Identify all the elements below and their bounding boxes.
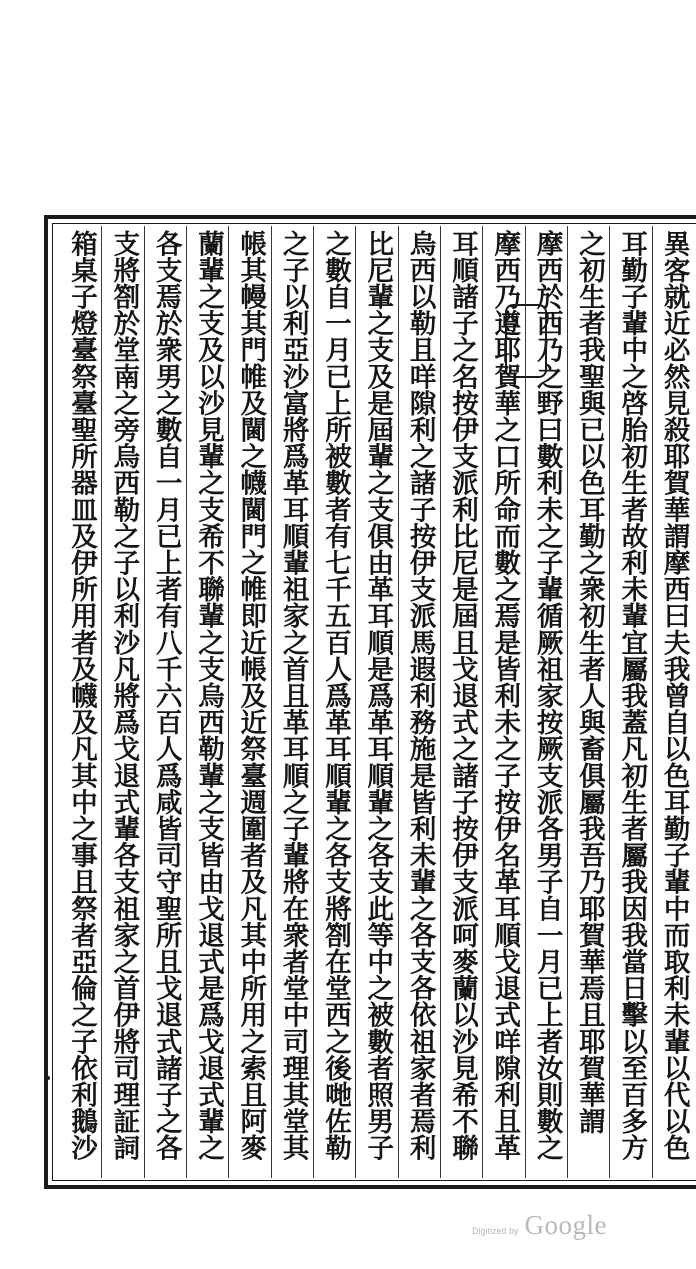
text-column-12 bbox=[187, 226, 229, 1178]
digitized-by-google-watermark bbox=[472, 1210, 607, 1241]
frame-bottom-inner-rule bbox=[52, 1180, 696, 1181]
handwritten-circle-mark bbox=[505, 304, 547, 378]
column-text: 異客就近必然見殺耶賀華謂摩西曰夫我曾自以色耳勤子輩中而取利未輩以代以色 bbox=[658, 230, 690, 1161]
column-text: 蘭輩之支及以沙見輩之支希不聯輩之支烏西勒輩之支皆由戈退式是爲戈退式輩之 bbox=[192, 230, 224, 1161]
google-logo: Google bbox=[524, 1210, 608, 1240]
frame-top-rule bbox=[44, 215, 696, 219]
frame-bottom-rule bbox=[44, 1185, 696, 1189]
column-text: 箱桌子燈臺祭臺聖所器皿及伊所用者及幭及凡其中之事且祭者亞倫之子依利鵝沙 bbox=[65, 230, 97, 1161]
text-column-3 bbox=[568, 226, 610, 1178]
text-column-11 bbox=[229, 226, 271, 1178]
column-text: 比尼輩之支及是屆輩之支俱由革耳順是爲革耳順輩之各支此等中之被數者照男子 bbox=[362, 230, 394, 1161]
column-text: 各支焉於衆男之數自一月已上者有八千六百人爲咸皆司守聖所且戈退式諸子之各 bbox=[150, 230, 182, 1161]
column-text: 摩西於西乃之野曰數利未之子輩循厥祖家按厥支派各男子自一月已上者汝則數之 bbox=[531, 230, 563, 1161]
text-column-9 bbox=[314, 226, 356, 1178]
frame-top-inner-rule bbox=[52, 223, 696, 224]
column-text: 之數自一月已上所被數者有七千五百人爲革耳順輩之各支將劄在堂西之後哋佐勒 bbox=[319, 230, 351, 1161]
text-column-13 bbox=[145, 226, 187, 1178]
column-text: 支將劄於堂南之旁烏西勒之子以利沙凡將爲戈退式輩各支祖家之首伊將司理証詞 bbox=[108, 230, 140, 1161]
column-text: 耳勤子輩中之啓胎初生者故利未輩宜屬我蓋凡初生者屬我因我當日擊以至百多方 bbox=[616, 230, 648, 1161]
text-column-6 bbox=[441, 226, 483, 1178]
column-text: 摩西乃遵耶賀華之口所命而數之焉是皆利未之子按伊名革耳順戈退式咩隙利且革 bbox=[489, 230, 521, 1161]
text-column-14 bbox=[102, 226, 144, 1178]
column-text: 之子以利亞沙富將爲革耳順輩祖家之首且革耳順之子輩將在衆者堂中司理其堂其 bbox=[277, 230, 309, 1161]
text-column-8 bbox=[356, 226, 398, 1178]
margin-dot bbox=[46, 1076, 50, 1080]
text-column-15 bbox=[60, 226, 102, 1178]
watermark-small-text: Digitized by bbox=[472, 1226, 519, 1236]
text-column-10 bbox=[272, 226, 314, 1178]
frame-left-rule bbox=[44, 215, 48, 1189]
text-block bbox=[60, 226, 694, 1178]
text-column-2 bbox=[610, 226, 652, 1178]
column-text: 帳其幔其門帷及閫之幭閫門之帷即近帳及近祭臺週圍者及凡其中所用之索且阿麥 bbox=[235, 230, 267, 1161]
text-column-7 bbox=[399, 226, 441, 1178]
text-column-1 bbox=[653, 226, 694, 1178]
column-text: 之初生者我聖與已以色耳勤之衆初生者人與畜俱屬我吾乃耶賀華焉且耶賀華謂 bbox=[573, 230, 605, 1135]
column-text: 耳順諸子之名按伊支派利比尼是屆且戈退式之諸子按伊支派呵麥蘭以沙見希不聯 bbox=[446, 230, 478, 1161]
column-text: 烏西以勒且咩隙利之諸子按伊支派馬遐利務施是皆利未輩之各支各依祖家者焉利 bbox=[404, 230, 436, 1161]
frame-left-inner-rule bbox=[52, 223, 53, 1181]
